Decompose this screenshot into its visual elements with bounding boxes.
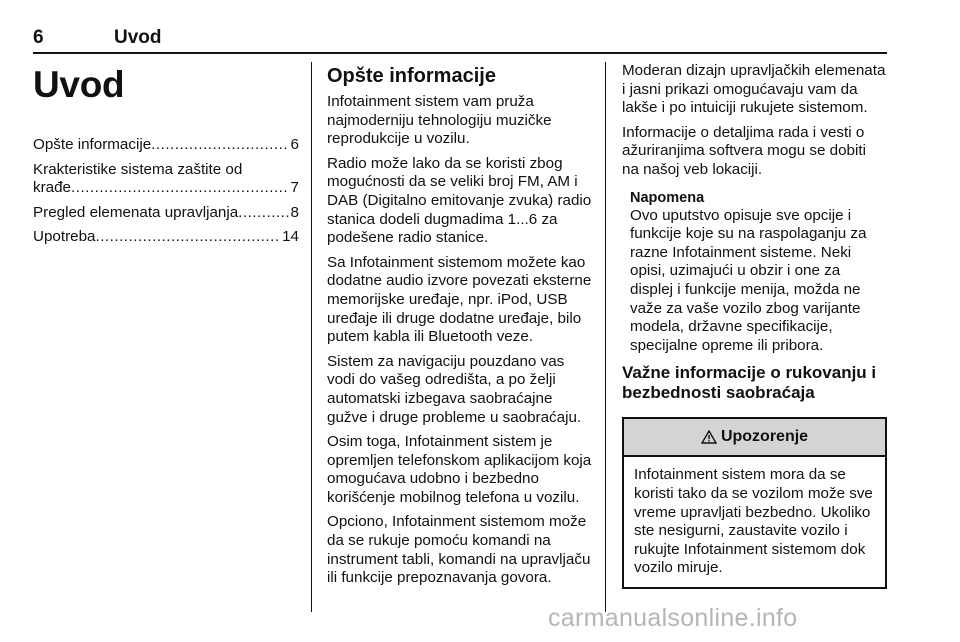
body-paragraph: Radio može lako da se koristi zbog mogućnosti da se veliki broj FM, AM i DAB (Digitalno emitovanje zvuka) radio stanica dodeli dugmadima 1...6 za podešene radio stanice.	[327, 154, 592, 247]
toc-page: 6	[290, 136, 299, 153]
left-column	[33, 62, 299, 253]
header-rule	[33, 52, 887, 54]
page-number: 6	[33, 27, 44, 48]
warning-header	[624, 419, 885, 457]
chapter-title: Uvod	[33, 64, 125, 105]
column-divider-right	[605, 62, 606, 612]
toc-label: Upotreba	[33, 228, 96, 246]
body-paragraph: Sistem za navigaciju pouzdano vas vodi do vašeg odredišta, a po želji automatski izbegava saobraćajne gužve i druge probleme u saobraćaju.	[327, 352, 582, 426]
warning-text: Infotainment sistem mora da se koristi tako da se vozilom može sve vreme upravljati bezbedno. Ukoliko ste nesigurni, zaustavite vozilo i rukujte Infotainment sistemom dok vozilo miruje.	[634, 466, 873, 577]
body-paragraph: Informacije o detaljima rada i vesti o ažuriranjima softvera mogu se dobiti na našoj veb lokaciji.	[622, 123, 866, 178]
watermark: carmanualsonline.info	[548, 604, 798, 632]
note-block	[630, 190, 887, 356]
note-text: Ovo uputstvo opisuje sve opcije i funkcije koje su na raspolaganju za razne Infotainment sisteme. Neki opisi, uzimajući u obzir i one za displej i funkcije menija, možda ne važe za vaše vozilo zbog varijante modela, državne specifikacije, specijalne opreme ili pribora.	[630, 206, 867, 354]
middle-column	[327, 62, 594, 594]
toc-label: krađe	[33, 179, 71, 197]
toc-label: Opšte informacije	[33, 136, 152, 153]
toc-item[interactable]	[33, 161, 299, 198]
column-divider-left	[311, 62, 312, 612]
toc-page: 7	[290, 179, 299, 197]
toc-label-line1: Krakteristike sistema zaštite od	[33, 160, 243, 178]
body-paragraph: Moderan dizajn upravljačkih elemenata i jasni prikazi omogućavaju vam da lakše i po intuiciji rukujete sistemom.	[622, 62, 886, 117]
section-heading: Važne informacije o rukovanju i bezbednosti saobraćaja	[622, 363, 877, 403]
body-paragraph: Osim toga, Infotainment sistem je opremljen telefonskom aplikacijom koja omogućava udobno i bezbedno korišćenje mobilnog telefona u vozilu.	[327, 433, 592, 506]
toc-leader	[95, 228, 280, 247]
right-column	[622, 62, 887, 589]
body-paragraph: Sa Infotainment sistemom možete kao dodatne audio izvore povezati eksterne memorijske uređaje, npr. iPod, USB uređaje ili druge dodatne uređaje, bilo putem kabla ili Bluetooth veze.	[327, 253, 592, 346]
toc-leader	[238, 204, 288, 223]
warning-title: Upozorenje	[720, 428, 809, 446]
warning-triangle-icon	[701, 430, 717, 444]
warning-box	[622, 417, 887, 589]
table-of-contents	[33, 136, 299, 247]
note-title: Napomena	[630, 189, 705, 206]
toc-item[interactable]	[33, 136, 299, 155]
body-paragraph: Infotainment sistem vam pruža najmoderniju tehnologiju muzičke reprodukcije u vozilu.	[327, 93, 552, 148]
body-paragraph: Opciono, Infotainment sistemom može da se rukuje pomoću komandi na instrument tabli, komandi na upravljaču ili funkcije prepoznavanja govora.	[327, 513, 591, 587]
toc-item[interactable]	[33, 228, 299, 247]
toc-page: 14	[282, 228, 299, 246]
toc-page: 8	[290, 203, 299, 221]
section-heading: Opšte informacije	[327, 65, 496, 87]
toc-leader	[71, 179, 289, 198]
running-header-title: Uvod	[114, 27, 162, 48]
toc-item[interactable]	[33, 204, 299, 223]
toc-leader	[151, 136, 288, 155]
toc-label: Pregled elemenata upravljanja	[33, 203, 239, 221]
